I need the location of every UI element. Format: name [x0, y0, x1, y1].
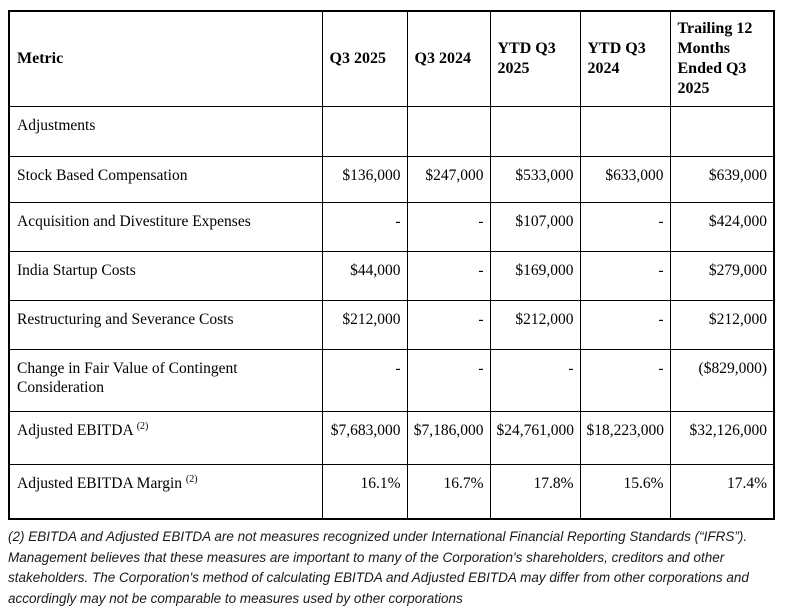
footnote-reference: (2) [185, 473, 198, 485]
metric-label [9, 251, 322, 300]
value-cell: - [580, 300, 670, 349]
metric-label [9, 106, 322, 156]
value-cell: $212,000 [490, 300, 580, 349]
metric-text: Acquisition and Divestiture Expenses [17, 212, 251, 230]
col-header-q3-2024: Q3 2024 [407, 11, 490, 106]
metric-label [9, 411, 322, 464]
col-header-trailing-12-months: Trailing 12 Months Ended Q3 2025 [670, 11, 774, 106]
value-cell: $169,000 [490, 251, 580, 300]
value-cell: - [407, 349, 490, 411]
header-row [9, 11, 774, 106]
metric-label [9, 202, 322, 251]
value-cell: - [580, 202, 670, 251]
table-header [9, 11, 774, 106]
metric-text: Restructuring and Severance Costs [17, 310, 234, 328]
value-cell [322, 106, 407, 156]
table-body [9, 106, 774, 519]
value-cell: $136,000 [322, 156, 407, 202]
value-cell: $212,000 [670, 300, 774, 349]
value-cell: 17.4% [670, 464, 774, 519]
value-cell: 15.6% [580, 464, 670, 519]
value-cell: $212,000 [322, 300, 407, 349]
value-cell: - [322, 202, 407, 251]
col-header-q3-2025: Q3 2025 [322, 11, 407, 106]
table-row [9, 349, 774, 411]
table-row [9, 411, 774, 464]
metric-label [9, 349, 322, 411]
table-row [9, 202, 774, 251]
footnote: (2) EBITDA and Adjusted EBITDA are not measures recognized under International Financial Reporting Standards (“IFRS”). Management believes that these measures are important to many of the Corporation's shareholders, creditors and other stakeholders. The Corporation's method of calculating EBITDA and Adjusted EBITDA may differ from other corporations and accordingly may not be comparable to measures used by other corporations [8, 529, 749, 606]
value-cell: - [407, 300, 490, 349]
value-cell: $107,000 [490, 202, 580, 251]
col-header-ytd-q3-2024: YTD Q3 2024 [580, 11, 670, 106]
value-cell: - [580, 251, 670, 300]
col-header-metric: Metric [9, 11, 322, 106]
metric-text: Adjusted EBITDA [17, 421, 133, 439]
value-cell: $7,186,000 [407, 411, 490, 464]
metric-text: Adjustments [17, 116, 96, 134]
metric-label [9, 300, 322, 349]
metric-text: Adjusted EBITDA Margin [17, 474, 183, 492]
value-cell: $533,000 [490, 156, 580, 202]
value-cell: $247,000 [407, 156, 490, 202]
value-cell: $424,000 [670, 202, 774, 251]
value-cell: $18,223,000 [580, 411, 670, 464]
table-row [9, 106, 774, 156]
value-cell: $44,000 [322, 251, 407, 300]
metric-text: Stock Based Compensation [17, 166, 188, 184]
value-cell: - [407, 251, 490, 300]
metric-text: Change in Fair Value of Contingent Consideration [17, 359, 238, 396]
table-row [9, 156, 774, 202]
value-cell: $633,000 [580, 156, 670, 202]
value-cell: ($829,000) [670, 349, 774, 411]
value-cell: 16.7% [407, 464, 490, 519]
value-cell: 16.1% [322, 464, 407, 519]
value-cell: - [490, 349, 580, 411]
value-cell: 17.8% [490, 464, 580, 519]
value-cell: $279,000 [670, 251, 774, 300]
value-cell [407, 106, 490, 156]
value-cell [580, 106, 670, 156]
table-row [9, 300, 774, 349]
table-row [9, 251, 774, 300]
value-cell: $32,126,000 [670, 411, 774, 464]
value-cell [490, 106, 580, 156]
value-cell: $639,000 [670, 156, 774, 202]
col-header-ytd-q3-2025: YTD Q3 2025 [490, 11, 580, 106]
metric-label [9, 156, 322, 202]
ebitda-adjustments-table [8, 10, 775, 520]
table-row [9, 464, 774, 519]
value-cell: $24,761,000 [490, 411, 580, 464]
value-cell [670, 106, 774, 156]
metric-text: India Startup Costs [17, 261, 136, 279]
value-cell: $7,683,000 [322, 411, 407, 464]
metric-label [9, 464, 322, 519]
value-cell: - [580, 349, 670, 411]
value-cell: - [322, 349, 407, 411]
value-cell: - [407, 202, 490, 251]
footnote-reference: (2) [136, 420, 149, 432]
